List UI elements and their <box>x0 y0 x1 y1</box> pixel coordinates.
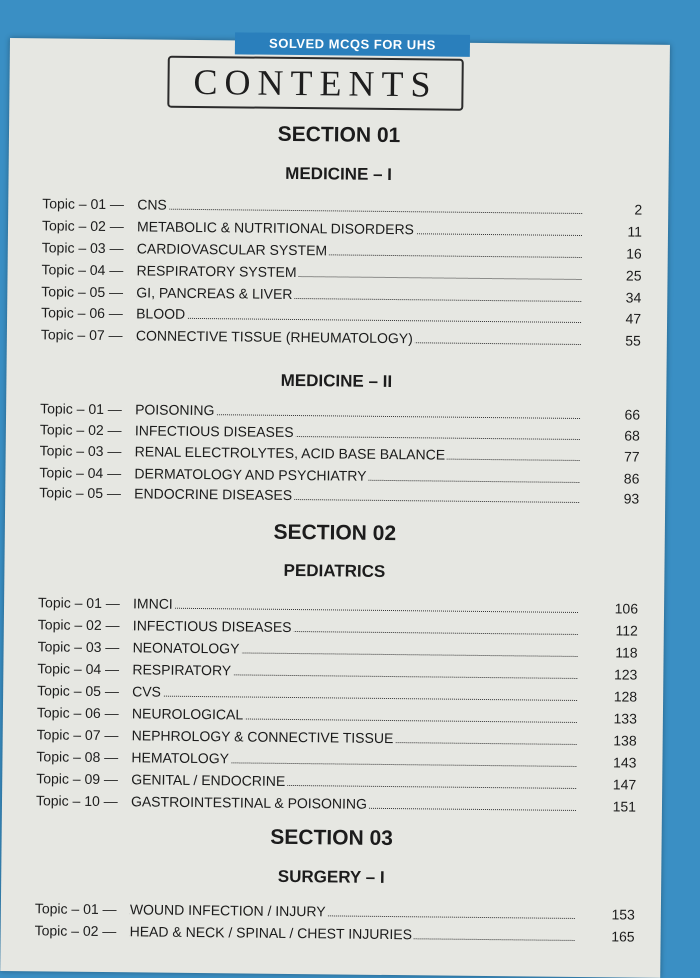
toc-row: Topic – 02 — HEAD & NECK / SPINAL / CHEST INJURIES 165 <box>34 922 635 945</box>
subject-title: MEDICINE – II <box>280 370 393 392</box>
toc-row: Topic – 01 — CNS 2 <box>42 195 643 218</box>
section-title: SECTION 03 <box>270 825 394 851</box>
toc-row: Topic – 05 — ENDOCRINE DISEASES 93 <box>39 484 640 507</box>
section-title: SECTION 02 <box>273 520 397 546</box>
toc-row: Topic – 05 — CVS 128 <box>37 682 638 705</box>
toc-row: Topic – 10 — GASTROINTESTINAL & POISONING 151 <box>35 792 637 815</box>
toc-row: Topic – 01 — IMNCI 106 <box>38 594 639 617</box>
toc-row: Topic – 07 — CONNECTIVE TISSUE (RHEUMATOLOGY) 55 <box>40 326 641 349</box>
section-title: SECTION 01 <box>277 122 401 148</box>
toc-row: Topic – 06 — BLOOD 47 <box>41 304 642 327</box>
toc-row: Topic – 04 — RESPIRATORY 123 <box>37 660 638 683</box>
toc-row: Topic – 05 — GI, PANCREAS & LIVER 34 <box>41 283 642 306</box>
toc-row: Topic – 01 — WOUND INFECTION / INJURY 153 <box>34 900 635 923</box>
toc-row: Topic – 08 — HEMATOLOGY 143 <box>36 748 637 771</box>
toc-row: Topic – 02 — METABOLIC & NUTRITIONAL DISORDERS 11 <box>41 217 643 240</box>
contents-heading: CONTENTS <box>167 56 464 111</box>
subject-title: MEDICINE – I <box>285 163 393 185</box>
toc-row: Topic – 07 — NEPHROLOGY & CONNECTIVE TISSUE 138 <box>36 726 637 749</box>
toc-row: Topic – 04 — DERMATOLOGY AND PSYCHIATRY 86 <box>39 464 640 487</box>
toc-row: Topic – 02 — INFECTIOUS DISEASES 112 <box>37 616 638 639</box>
toc-row: Topic – 02 — INFECTIOUS DISEASES 68 <box>39 421 640 444</box>
book-banner: SOLVED MCQS FOR UHS <box>235 32 470 56</box>
subject-title: SURGERY – I <box>277 866 385 887</box>
book-page <box>0 35 670 978</box>
toc-row: Topic – 03 — NEONATOLOGY 118 <box>37 638 638 661</box>
toc-row: Topic – 03 — RENAL ELECTROLYTES, ACID BASE BALANCE 77 <box>39 442 640 465</box>
toc-row: Topic – 06 — NEUROLOGICAL 133 <box>36 704 637 727</box>
subject-title: PEDIATRICS <box>283 560 386 581</box>
toc-row: Topic – 03 — CARDIOVASCULAR SYSTEM 16 <box>41 239 642 262</box>
toc-row: Topic – 04 — RESPIRATORY SYSTEM 25 <box>41 261 642 284</box>
toc-row: Topic – 01 — POISONING 66 <box>40 400 641 423</box>
toc-row: Topic – 09 — GENITAL / ENDOCRINE 147 <box>36 770 637 793</box>
